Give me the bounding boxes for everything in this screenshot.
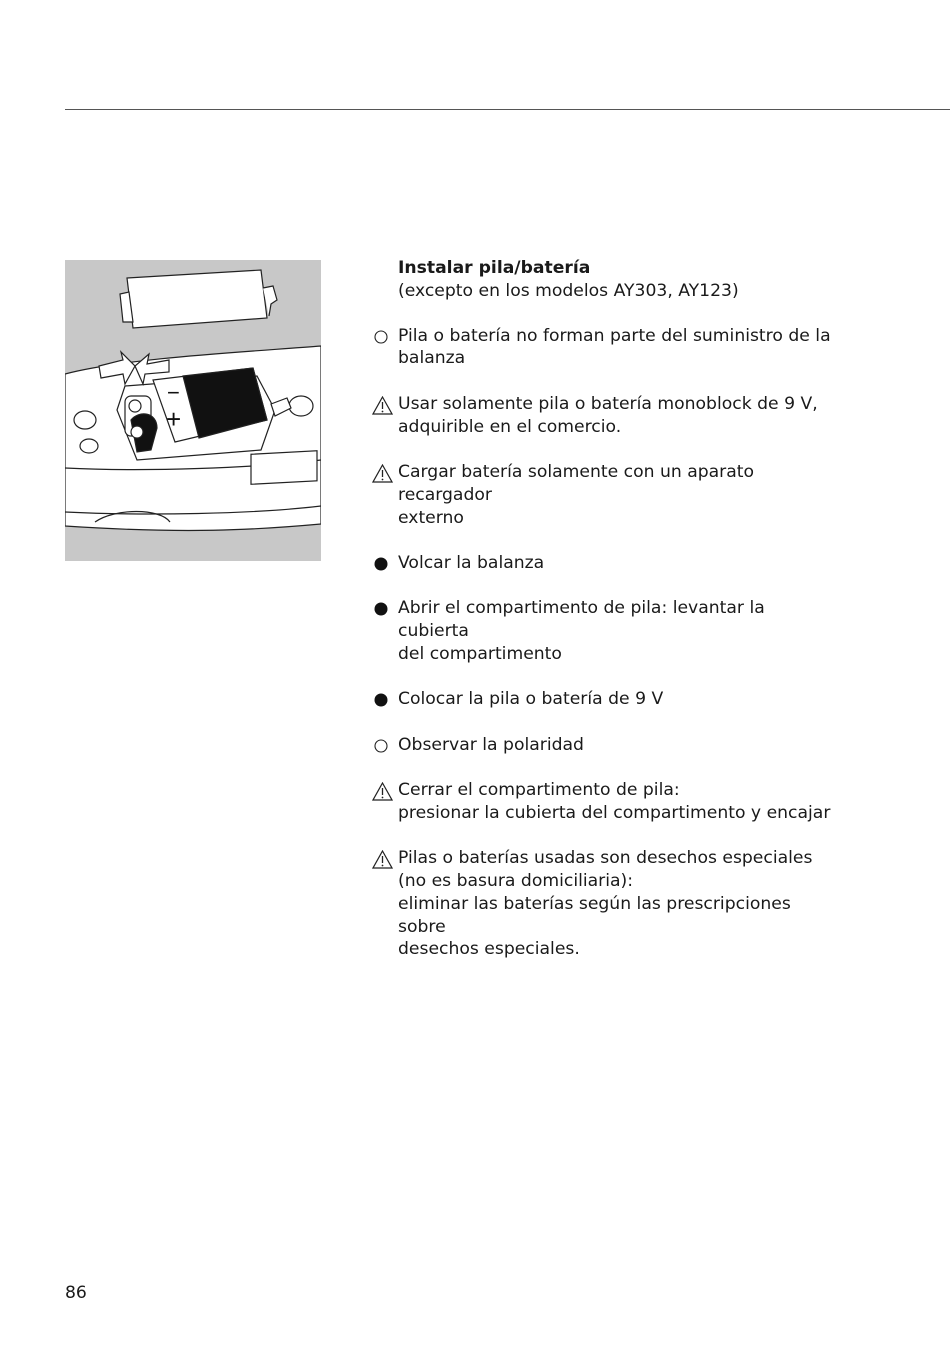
warning-triangle-icon xyxy=(372,396,393,415)
instruction-item xyxy=(370,734,840,757)
top-rule xyxy=(65,109,950,110)
instruction-line: eliminar las baterías según las prescripciones sobre xyxy=(398,893,791,937)
instruction-line: presionar la cubierta del compartimento y encajar xyxy=(398,802,831,823)
instruction-item xyxy=(370,688,840,711)
battery-installation-illustration xyxy=(65,260,321,561)
instruction-line: Pilas o baterías usadas son desechos especiales xyxy=(398,848,813,869)
instruction-item xyxy=(370,779,840,825)
hollow-bullet-icon xyxy=(373,329,389,345)
filled-bullet-icon xyxy=(373,556,389,572)
instruction-item xyxy=(370,461,840,529)
section-heading xyxy=(370,257,840,303)
instruction-item xyxy=(370,847,840,961)
instruction-list xyxy=(370,325,840,962)
instruction-line: balanza xyxy=(398,348,466,369)
instruction-line: Cargar batería solamente con un aparato recargador xyxy=(398,461,755,505)
instruction-line: Abrir el compartimento de pila: levantar la cubierta xyxy=(398,598,765,642)
instruction-line: externo xyxy=(398,507,464,528)
instruction-item xyxy=(370,393,840,439)
warning-triangle-icon xyxy=(372,850,393,869)
page-number: 86 xyxy=(65,1283,87,1303)
instruction-line: Pila o batería no forman parte del suministro de la xyxy=(398,325,831,346)
instruction-line: del compartimento xyxy=(398,643,562,664)
instruction-line: Volcar la balanza xyxy=(398,552,545,573)
polarity-plus: + xyxy=(166,404,182,434)
polarity-minus: − xyxy=(167,380,180,405)
instruction-line: Cerrar el compartimento de pila: xyxy=(398,780,680,801)
compartment-cover xyxy=(120,270,277,328)
instruction-line: Usar solamente pila o batería monoblock de 9 V, xyxy=(398,393,818,414)
hollow-bullet-icon xyxy=(373,738,389,754)
instruction-line: (no es basura domiciliaria): xyxy=(398,871,634,892)
instruction-item xyxy=(370,325,840,371)
filled-bullet-icon xyxy=(373,692,389,708)
instruction-line: adquirible en el comercio. xyxy=(398,416,622,437)
instruction-line: Colocar la pila o batería de 9 V xyxy=(398,689,664,710)
instruction-item xyxy=(370,597,840,665)
instruction-line: Observar la polaridad xyxy=(398,734,584,755)
instruction-item xyxy=(370,552,840,575)
section-subtitle: (excepto en los modelos AY303, AY123) xyxy=(398,280,739,301)
warning-triangle-icon xyxy=(372,782,393,801)
instruction-line: desechos especiales. xyxy=(398,939,580,960)
section-title: Instalar pila/batería xyxy=(398,258,591,278)
instructions xyxy=(370,257,840,984)
warning-triangle-icon xyxy=(372,464,393,483)
filled-bullet-icon xyxy=(373,601,389,617)
